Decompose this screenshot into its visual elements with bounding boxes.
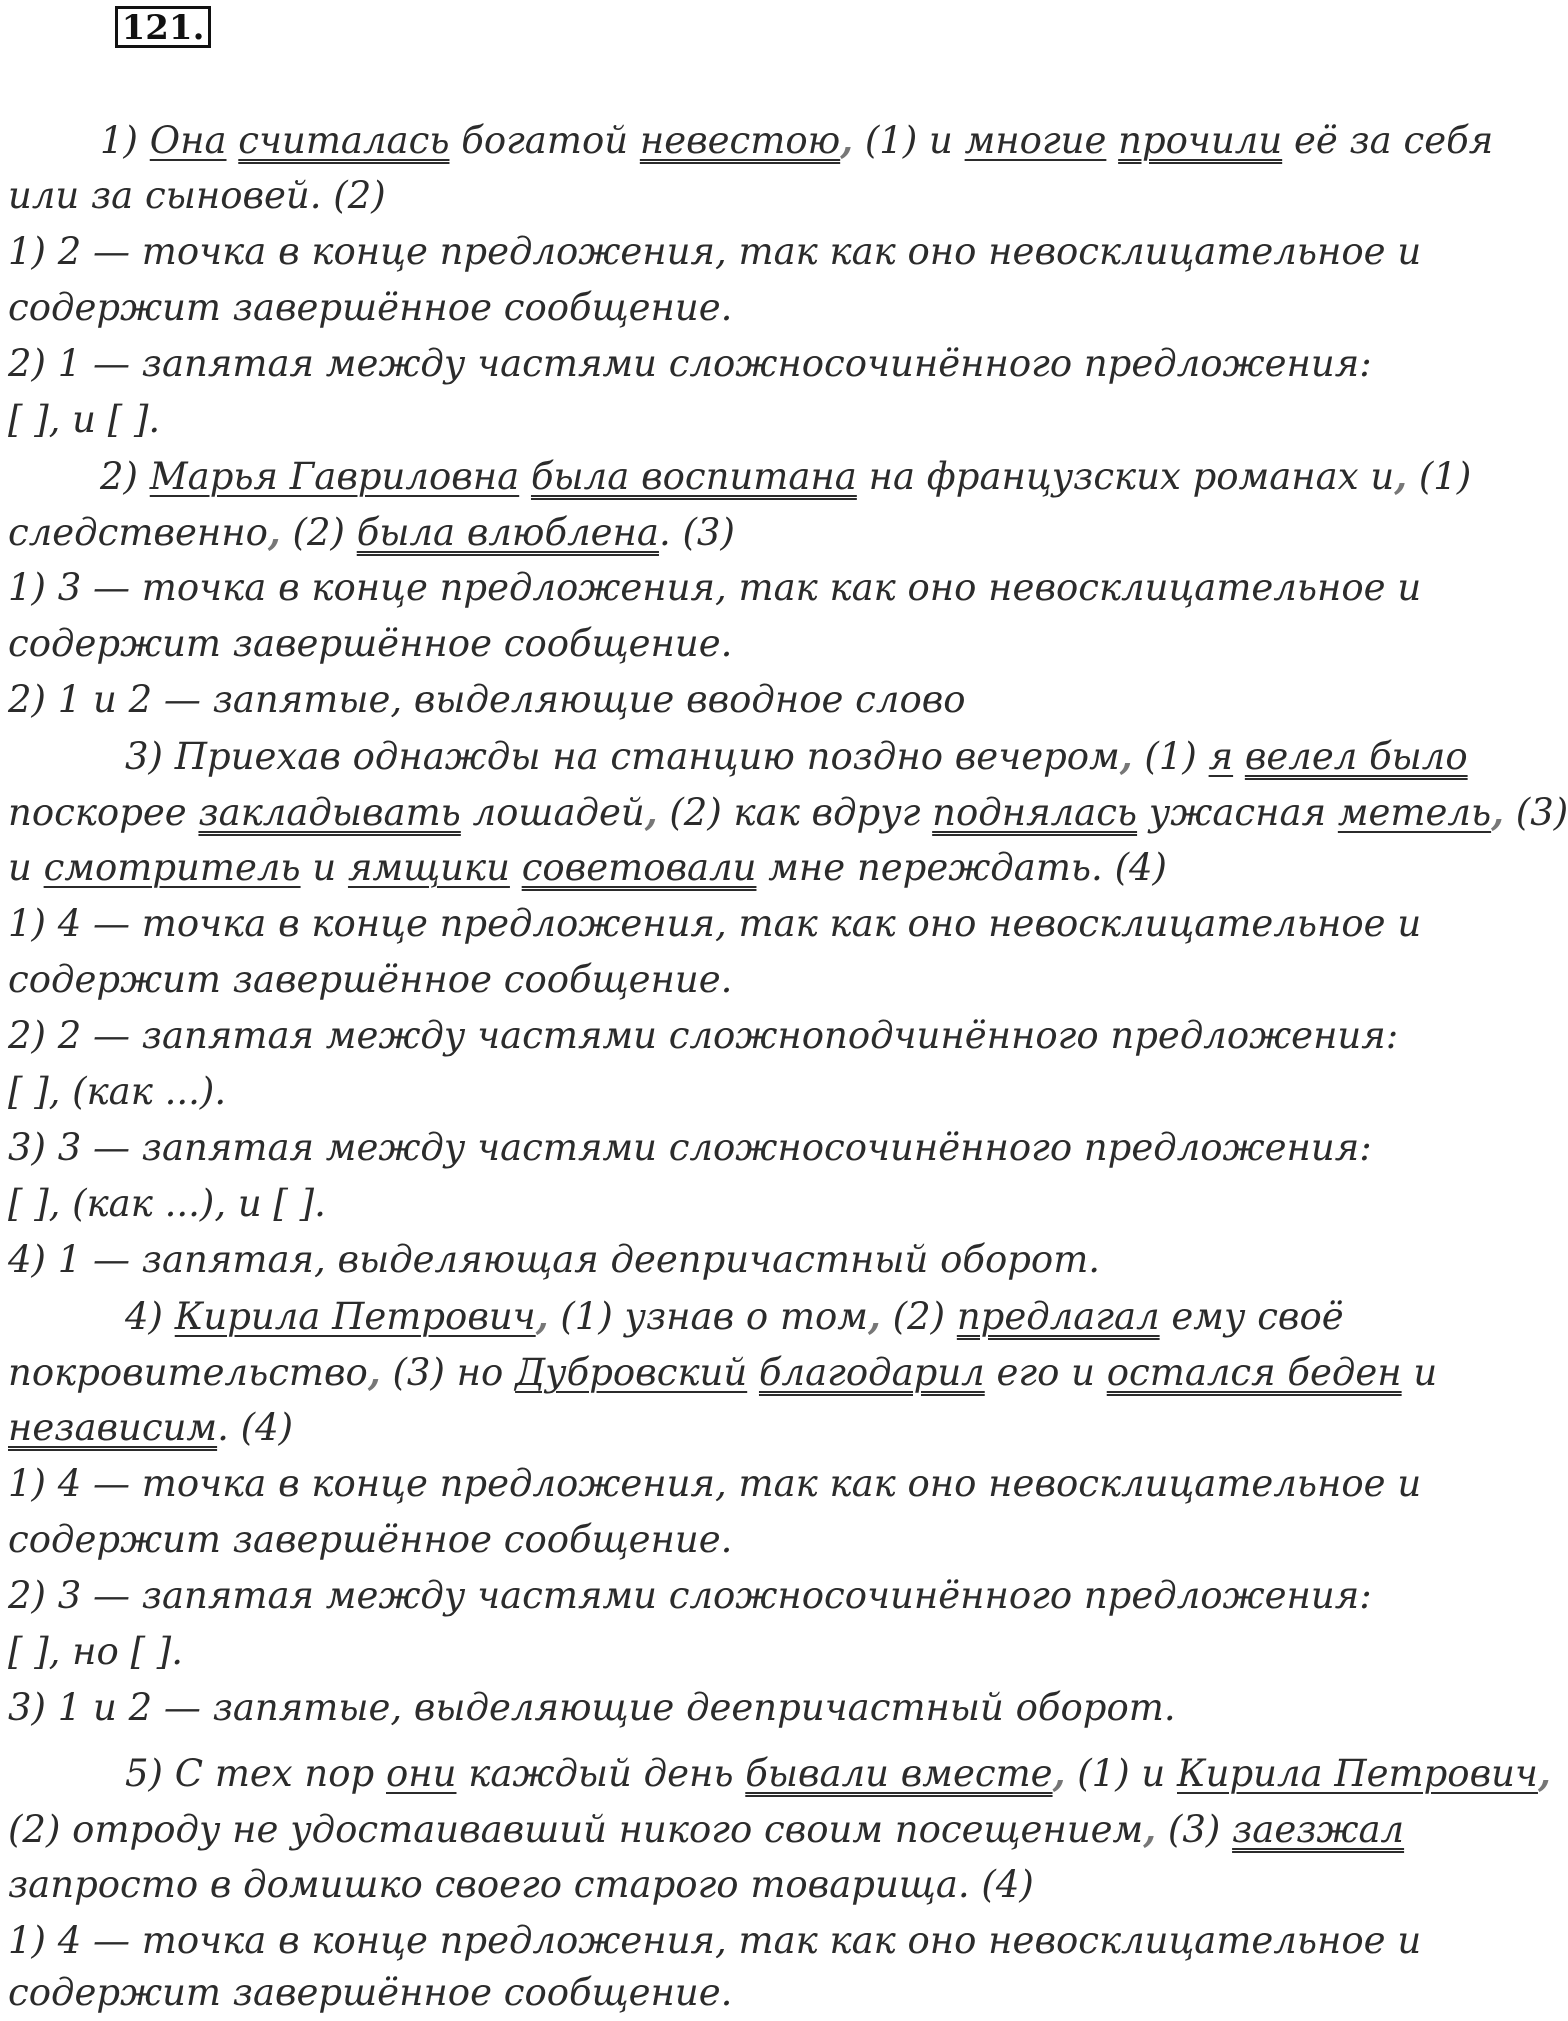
predicate: считалась xyxy=(238,119,450,162)
predicate: остался беден xyxy=(1106,1351,1402,1394)
sentence-5-line-2 xyxy=(8,1801,1404,1857)
subject: ямщики xyxy=(347,846,510,889)
comma-mark: , xyxy=(1491,790,1504,834)
comma-mark: , xyxy=(644,790,658,834)
subject: я xyxy=(1208,735,1234,778)
text: (1) xyxy=(1418,455,1472,498)
explanation-line: 1) 3 — точка в конце предложения, так как оно невосклицательное и xyxy=(8,566,1422,609)
explanation-line: содержит завершённое сообщение. xyxy=(8,1971,733,2014)
text: . (3) xyxy=(658,511,735,554)
comma-mark: , xyxy=(367,1350,381,1394)
subject: Она xyxy=(149,119,227,162)
text: поскорее xyxy=(8,791,187,834)
explanation-line: 4) 1 — запятая, выделяющая деепричастный оборот. xyxy=(8,1238,1101,1281)
sentence-2-line-2 xyxy=(8,504,735,560)
text: Приехав однажды на станцию поздно вечером xyxy=(174,735,1120,778)
text: (1) xyxy=(1144,735,1197,778)
sentence-4-line-2 xyxy=(8,1344,1437,1400)
predicate: была воспитана xyxy=(530,455,857,498)
text: (1) и xyxy=(864,119,953,162)
explanation-line: 1) 4 — точка в конце предложения, так как оно невосклицательное и xyxy=(8,1919,1422,1962)
text: С тех пор xyxy=(174,1752,375,1795)
comma-mark: , xyxy=(1143,1807,1157,1851)
sentence-3-line-2 xyxy=(8,784,1568,840)
comma-mark: , xyxy=(1119,734,1133,778)
subject: Кирила Петрович xyxy=(174,1295,536,1338)
comma-mark: , xyxy=(1537,1751,1551,1795)
explanation-line: содержит завершённое сообщение. xyxy=(8,958,733,1001)
scheme-line: [ ], (как ...), и [ ]. xyxy=(8,1182,326,1225)
explanation-line: содержит завершённое сообщение. xyxy=(8,622,733,665)
text: его и xyxy=(996,1351,1095,1394)
text: лошадей xyxy=(472,791,645,834)
predicate: прочили xyxy=(1118,119,1283,162)
text: на французских романах и xyxy=(868,455,1395,498)
exercise-number: 121. xyxy=(115,6,211,48)
subject: Кирила Петрович xyxy=(1177,1752,1538,1795)
subject: Дубровский xyxy=(515,1351,748,1394)
explanation-line: 2) 1 и 2 — запятые, выделяющие вводное слово xyxy=(8,678,966,721)
comma-mark: , xyxy=(267,510,281,554)
sentence-3-line-3 xyxy=(8,840,1167,896)
predicate: предлагал xyxy=(956,1295,1160,1338)
predicate: велел было xyxy=(1244,735,1468,778)
explanation-line: 2) 2 — запятая между частями сложноподчинённого предложения: xyxy=(8,1014,1399,1057)
sentence-4-line-1 xyxy=(125,1288,1344,1344)
sentence-3-line-1 xyxy=(125,728,1468,784)
sentence-1-line-1 xyxy=(100,112,1493,168)
text: каждый день xyxy=(468,1752,734,1795)
explanation-line: содержит завершённое сообщение. xyxy=(8,286,733,329)
text: следственно xyxy=(8,511,268,554)
explanation-line: 1) 4 — точка в конце предложения, так как оно невосклицательное и xyxy=(8,1462,1422,1505)
text: мне переждать. (4) xyxy=(768,846,1167,889)
item-number: 4) xyxy=(125,1295,163,1338)
subject: Марья Гавриловна xyxy=(149,455,520,498)
predicate: бывали вместе xyxy=(745,1752,1053,1795)
subject: смотритель xyxy=(43,846,301,889)
text: и xyxy=(8,846,32,889)
explanation-line: 3) 1 и 2 — запятые, выделяющие деепричастный оборот. xyxy=(8,1686,1176,1729)
predicate: невестою xyxy=(639,119,841,162)
comma-mark: , xyxy=(1394,454,1408,498)
text: (2) отроду не удостаивавший никого своим посещением xyxy=(8,1808,1144,1851)
text: (3) xyxy=(1515,791,1568,834)
predicate: заезжал xyxy=(1232,1808,1405,1851)
text: покровительство xyxy=(8,1351,368,1394)
text: (3) но xyxy=(392,1351,504,1394)
scheme-line: [ ], но [ ]. xyxy=(8,1630,183,1673)
text: . (4) xyxy=(217,1406,294,1449)
predicate: независим xyxy=(8,1406,218,1449)
text: ему своё xyxy=(1171,1295,1344,1338)
scheme-line: [ ], и [ ]. xyxy=(8,398,161,441)
comma-mark: , xyxy=(1052,1751,1066,1795)
sentence-1-line-2: или за сыновей. (2) xyxy=(8,174,386,217)
explanation-line: 3) 3 — запятая между частями сложносочинённого предложения: xyxy=(8,1126,1372,1169)
text: (3) xyxy=(1167,1808,1221,1851)
item-number: 1) xyxy=(100,119,138,162)
explanation-line: содержит завершённое сообщение. xyxy=(8,1518,733,1561)
explanation-line: 1) 2 — точка в конце предложения, так как оно невосклицательное и xyxy=(8,230,1422,273)
comma-mark: , xyxy=(867,1294,881,1338)
item-number: 3) xyxy=(125,735,163,778)
item-number: 5) xyxy=(125,1752,163,1795)
explanation-line: 1) 4 — точка в конце предложения, так как оно невосклицательное и xyxy=(8,902,1422,945)
text: и xyxy=(312,846,337,889)
sentence-2-line-1 xyxy=(100,448,1471,504)
text: ужасная xyxy=(1148,791,1327,834)
subject: метель xyxy=(1337,791,1492,834)
explanation-line: 2) 3 — запятая между частями сложносочинённого предложения: xyxy=(8,1574,1372,1617)
text: (2) xyxy=(892,1295,946,1338)
predicate: поднялась xyxy=(932,791,1138,834)
subject: они xyxy=(386,1752,457,1795)
explanation-line: 2) 1 — запятая между частями сложносочинённого предложения: xyxy=(8,342,1372,385)
text: её за себя xyxy=(1293,119,1494,162)
text: (2) xyxy=(292,511,345,554)
text: и xyxy=(1413,1351,1438,1394)
item-number: 2) xyxy=(100,455,138,498)
text: (1) и xyxy=(1077,1752,1166,1795)
scheme-line: [ ], (как ...). xyxy=(8,1070,227,1113)
sentence-5-line-3: запросто в домишко своего старого товарища. (4) xyxy=(8,1863,1034,1906)
predicate: закладывать xyxy=(198,791,461,834)
predicate: благодарил xyxy=(758,1351,985,1394)
comma-mark: , xyxy=(840,118,854,162)
comma-mark: , xyxy=(535,1294,549,1338)
text: (1) узнав о том xyxy=(560,1295,868,1338)
text: (2) как вдруг xyxy=(669,791,921,834)
predicate: была влюблена xyxy=(356,511,659,554)
text: богатой xyxy=(461,119,629,162)
sentence-4-line-3 xyxy=(8,1400,293,1456)
sentence-5-line-1 xyxy=(125,1745,1551,1801)
subject: многие xyxy=(964,119,1107,162)
predicate: советовали xyxy=(521,846,757,889)
